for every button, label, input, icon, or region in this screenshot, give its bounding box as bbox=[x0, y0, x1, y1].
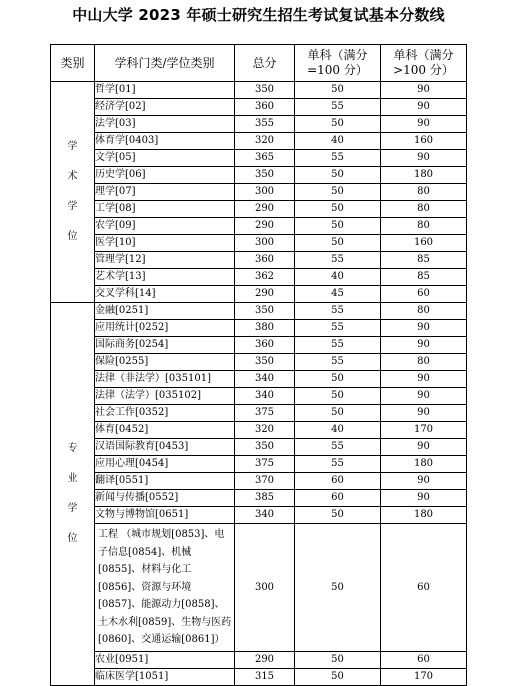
category-cell bbox=[51, 82, 95, 303]
total-cell: 362 bbox=[235, 269, 295, 286]
single-100-cell: 50 bbox=[295, 116, 381, 133]
single-100-cell: 55 bbox=[295, 320, 381, 337]
total-cell: 340 bbox=[235, 388, 295, 405]
subject-cell: 工学[08] bbox=[95, 201, 235, 218]
table-row bbox=[51, 668, 467, 685]
single-100-cell: 50 bbox=[295, 201, 381, 218]
single-100-cell: 50 bbox=[295, 82, 381, 99]
category-char: 术 bbox=[67, 171, 78, 182]
single-100-cell: 60 bbox=[295, 473, 381, 490]
single-over-100-cell: 90 bbox=[381, 405, 467, 422]
table-row bbox=[51, 507, 467, 524]
total-cell: 320 bbox=[235, 133, 295, 150]
header-total: 总分 bbox=[235, 45, 295, 82]
total-cell: 350 bbox=[235, 167, 295, 184]
total-cell: 385 bbox=[235, 490, 295, 507]
subject-cell: 理学[07] bbox=[95, 184, 235, 201]
single-over-100-cell: 80 bbox=[381, 201, 467, 218]
table-row bbox=[51, 252, 467, 269]
single-over-100-cell: 90 bbox=[381, 473, 467, 490]
total-cell: 350 bbox=[235, 82, 295, 99]
subject-cell: 新闻与传播[0552] bbox=[95, 490, 235, 507]
single-over-100-cell: 60 bbox=[381, 524, 467, 652]
single-over-100-cell: 60 bbox=[381, 286, 467, 303]
single-over-100-cell: 60 bbox=[381, 651, 467, 668]
single-100-cell: 55 bbox=[295, 303, 381, 320]
single-100-cell: 55 bbox=[295, 150, 381, 167]
subject-cell: 金融[0251] bbox=[95, 303, 235, 320]
single-over-100-cell: 90 bbox=[381, 490, 467, 507]
single-over-100-cell: 85 bbox=[381, 269, 467, 286]
total-cell: 300 bbox=[235, 184, 295, 201]
table-body bbox=[51, 82, 467, 686]
subject-cell: 管理学[12] bbox=[95, 252, 235, 269]
header-subject: 学科门类/学位类别 bbox=[95, 45, 235, 82]
subject-cell: 汉语国际教育[0453] bbox=[95, 439, 235, 456]
single-100-cell: 50 bbox=[295, 651, 381, 668]
single-over-100-cell: 90 bbox=[381, 371, 467, 388]
table-row bbox=[51, 456, 467, 473]
subject-cell: 临床医学[1051] bbox=[95, 668, 235, 685]
subject-cell: 农学[09] bbox=[95, 218, 235, 235]
table-row bbox=[51, 269, 467, 286]
table-row bbox=[51, 150, 467, 167]
subject-cell: 哲学[01] bbox=[95, 82, 235, 99]
single-100-cell: 55 bbox=[295, 99, 381, 116]
single-100-cell: 40 bbox=[295, 269, 381, 286]
header-single-100: 单科（满分=100 分） bbox=[295, 45, 381, 82]
single-over-100-cell: 160 bbox=[381, 133, 467, 150]
subject-cell: 法律（非法学）[035101] bbox=[95, 371, 235, 388]
subject-cell: 交叉学科[14] bbox=[95, 286, 235, 303]
table-row bbox=[51, 320, 467, 337]
single-over-100-cell: 80 bbox=[381, 184, 467, 201]
table-row bbox=[51, 490, 467, 507]
single-over-100-cell: 160 bbox=[381, 235, 467, 252]
subject-cell: 翻译[0551] bbox=[95, 473, 235, 490]
table-row bbox=[51, 303, 467, 320]
subject-cell: 工程 （城市规划[0853]、电子信息[0854]、机械[0855]、材料与化工[0856]、资源与环境[0857]、能源动力[0858]、土木水利[0859]、生物与医药[0860]、交通运输[0861]） bbox=[95, 524, 235, 652]
total-cell: 300 bbox=[235, 524, 295, 652]
table-row bbox=[51, 82, 467, 99]
table-row bbox=[51, 116, 467, 133]
single-100-cell: 55 bbox=[295, 439, 381, 456]
total-cell: 290 bbox=[235, 651, 295, 668]
single-over-100-cell: 180 bbox=[381, 456, 467, 473]
total-cell: 375 bbox=[235, 405, 295, 422]
header-single-over-100: 单科（满分>100 分） bbox=[381, 45, 467, 82]
table-row bbox=[51, 422, 467, 439]
single-100-cell: 50 bbox=[295, 668, 381, 685]
total-cell: 365 bbox=[235, 150, 295, 167]
subject-cell: 法律（法学）[035102] bbox=[95, 388, 235, 405]
table-row bbox=[51, 167, 467, 184]
category-char: 业 bbox=[67, 472, 78, 484]
category-char: 位 bbox=[67, 532, 78, 544]
single-100-cell: 55 bbox=[295, 354, 381, 371]
single-over-100-cell: 80 bbox=[381, 354, 467, 371]
subject-cell: 应用统计[0252] bbox=[95, 320, 235, 337]
single-100-cell: 40 bbox=[295, 133, 381, 150]
table-row bbox=[51, 201, 467, 218]
subject-cell: 保险[0255] bbox=[95, 354, 235, 371]
table-row bbox=[51, 133, 467, 150]
table-row bbox=[51, 651, 467, 668]
table-row bbox=[51, 354, 467, 371]
single-over-100-cell: 90 bbox=[381, 82, 467, 99]
single-over-100-cell: 170 bbox=[381, 668, 467, 685]
header-category: 类别 bbox=[51, 45, 95, 82]
subject-cell: 历史学[06] bbox=[95, 167, 235, 184]
subject-cell: 应用心理[0454] bbox=[95, 456, 235, 473]
subject-cell: 艺术学[13] bbox=[95, 269, 235, 286]
subject-cell: 体育[0452] bbox=[95, 422, 235, 439]
score-table bbox=[50, 44, 467, 686]
table-row bbox=[51, 405, 467, 422]
table-row bbox=[51, 388, 467, 405]
table-header-row bbox=[51, 45, 467, 82]
single-100-cell: 50 bbox=[295, 524, 381, 652]
total-cell: 350 bbox=[235, 354, 295, 371]
total-cell: 340 bbox=[235, 371, 295, 388]
subject-cell: 体育学[0403] bbox=[95, 133, 235, 150]
single-over-100-cell: 90 bbox=[381, 116, 467, 133]
category-char: 学 bbox=[67, 502, 78, 514]
single-100-cell: 50 bbox=[295, 388, 381, 405]
single-over-100-cell: 90 bbox=[381, 320, 467, 337]
total-cell: 300 bbox=[235, 235, 295, 252]
total-cell: 370 bbox=[235, 473, 295, 490]
single-over-100-cell: 80 bbox=[381, 303, 467, 320]
total-cell: 290 bbox=[235, 286, 295, 303]
single-over-100-cell: 90 bbox=[381, 99, 467, 116]
table-row bbox=[51, 99, 467, 116]
total-cell: 350 bbox=[235, 439, 295, 456]
single-100-cell: 50 bbox=[295, 235, 381, 252]
category-cell bbox=[51, 303, 95, 686]
subject-cell: 医学[10] bbox=[95, 235, 235, 252]
total-cell: 315 bbox=[235, 668, 295, 685]
single-100-cell: 50 bbox=[295, 405, 381, 422]
single-100-cell: 50 bbox=[295, 167, 381, 184]
single-100-cell: 55 bbox=[295, 252, 381, 269]
single-100-cell: 60 bbox=[295, 490, 381, 507]
single-100-cell: 55 bbox=[295, 337, 381, 354]
single-100-cell: 45 bbox=[295, 286, 381, 303]
single-over-100-cell: 170 bbox=[381, 422, 467, 439]
subject-cell: 农业[0951] bbox=[95, 651, 235, 668]
page-title: 中山大学 2023 年硕士研究生招生考试复试基本分数线 bbox=[72, 6, 445, 24]
category-char: 学 bbox=[67, 141, 78, 152]
category-char: 专 bbox=[67, 442, 78, 454]
single-over-100-cell: 180 bbox=[381, 167, 467, 184]
subject-cell: 法学[03] bbox=[95, 116, 235, 133]
table-row bbox=[51, 235, 467, 252]
table-row bbox=[51, 371, 467, 388]
total-cell: 320 bbox=[235, 422, 295, 439]
single-100-cell: 50 bbox=[295, 371, 381, 388]
total-cell: 360 bbox=[235, 252, 295, 269]
table-row bbox=[51, 184, 467, 201]
table-row bbox=[51, 286, 467, 303]
table-row bbox=[51, 439, 467, 456]
table-row bbox=[51, 473, 467, 490]
single-100-cell: 50 bbox=[295, 184, 381, 201]
category-char: 学 bbox=[67, 201, 78, 212]
subject-cell: 经济学[02] bbox=[95, 99, 235, 116]
single-over-100-cell: 90 bbox=[381, 337, 467, 354]
single-100-cell: 50 bbox=[295, 218, 381, 235]
total-cell: 360 bbox=[235, 99, 295, 116]
single-over-100-cell: 90 bbox=[381, 150, 467, 167]
total-cell: 290 bbox=[235, 201, 295, 218]
subject-cell: 文物与博物馆[0651] bbox=[95, 507, 235, 524]
table-row bbox=[51, 524, 467, 652]
total-cell: 360 bbox=[235, 337, 295, 354]
category-char: 位 bbox=[67, 231, 78, 242]
total-cell: 350 bbox=[235, 303, 295, 320]
single-100-cell: 55 bbox=[295, 456, 381, 473]
single-over-100-cell: 90 bbox=[381, 388, 467, 405]
single-100-cell: 40 bbox=[295, 422, 381, 439]
total-cell: 340 bbox=[235, 507, 295, 524]
single-over-100-cell: 80 bbox=[381, 218, 467, 235]
single-over-100-cell: 85 bbox=[381, 252, 467, 269]
single-100-cell: 50 bbox=[295, 507, 381, 524]
table-row bbox=[51, 337, 467, 354]
total-cell: 355 bbox=[235, 116, 295, 133]
total-cell: 375 bbox=[235, 456, 295, 473]
subject-cell: 文学[05] bbox=[95, 150, 235, 167]
subject-cell: 国际商务[0254] bbox=[95, 337, 235, 354]
table-row bbox=[51, 218, 467, 235]
subject-cell: 社会工作[0352] bbox=[95, 405, 235, 422]
total-cell: 380 bbox=[235, 320, 295, 337]
single-over-100-cell: 90 bbox=[381, 439, 467, 456]
single-over-100-cell: 180 bbox=[381, 507, 467, 524]
total-cell: 290 bbox=[235, 218, 295, 235]
